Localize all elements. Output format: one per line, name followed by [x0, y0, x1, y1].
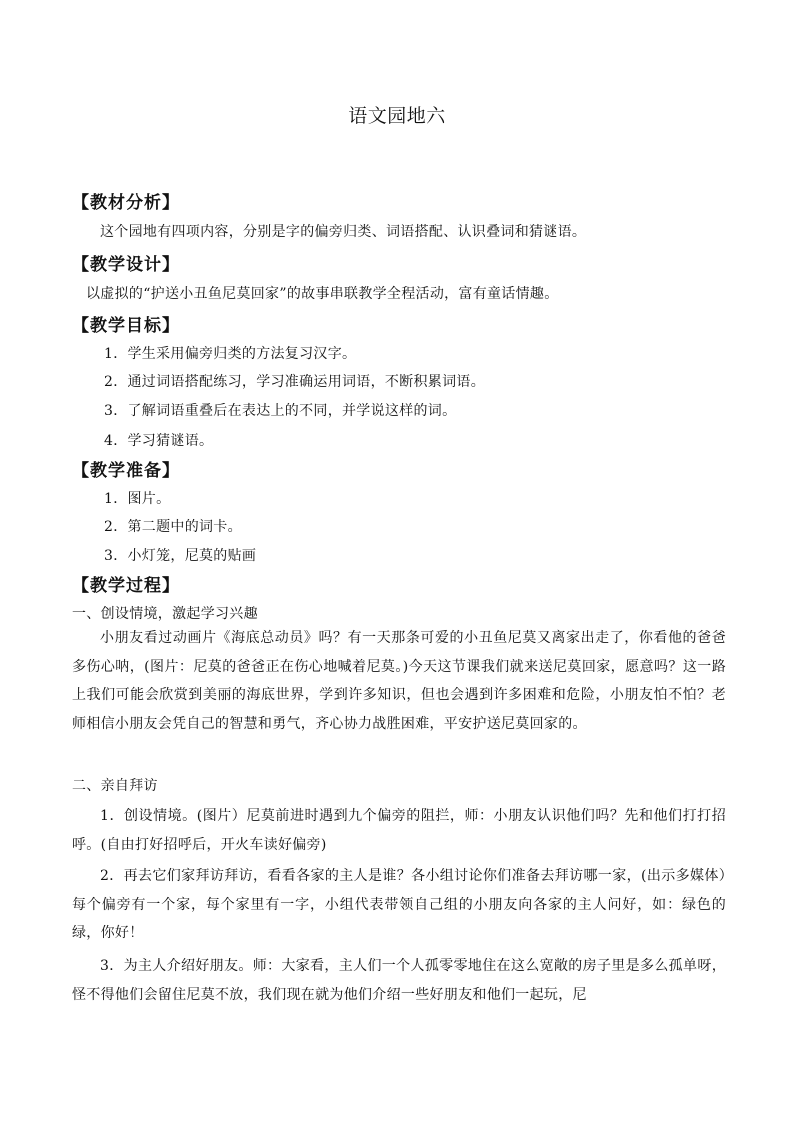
part2-paragraph-2: 2．再去它们家拜访拜访，看看各家的主人是谁？各小组讨论你们准备去拜访哪一家，(出示多媒体）每个偏旁有一个家，每个家里有一字，小组代表带领自己组的小朋友向各家的主人问好，如：绿色的绿，你好！: [72, 868, 726, 941]
goal-item-4: 4．学习猜谜语。: [104, 433, 214, 449]
part1-paragraph: 小朋友看过动画片《海底总动员》吗？有一天那条可爱的小丑鱼尼莫又离家出走了，你看他的爸爸多伤心呐，(图片：尼莫的爸爸正在伤心地喊着尼莫。)今天这节课我们就来送尼莫回家，愿意吗？这一路上我们可能会欣赏到美丽的海底世界，学到许多知识，但也会遇到许多困难和危险，小朋友怕不怕？老师相信小朋友会凭自己的智慧和勇气，齐心协力战胜困难，平安护送尼莫回家的。: [72, 630, 726, 732]
goal-item-3: 3．了解词语重叠后在表达上的不同，并学说这样的词。: [104, 403, 457, 419]
part2-paragraph-1: 1．创设情境。(图片）尼莫前进时遇到九个偏旁的阻拦，师：小朋友认识他们吗？先和他们打打招呼。(自由打好招呼后，开火车读好偏旁): [72, 808, 726, 853]
heading-analysis: 【教材分析】: [72, 193, 180, 213]
prep-item-3: 3．小灯笼，尼莫的贴画: [104, 548, 257, 564]
heading-goals: 【教学目标】: [72, 316, 180, 336]
design-text: 以虚拟的“护送小丑鱼尼莫回家”的故事串联教学全程活动，富有童话情趣。: [86, 286, 559, 302]
goal-item-2: 2．通过词语搭配练习，学习准确运用词语，不断积累词语。: [104, 374, 486, 390]
heading-design: 【教学设计】: [72, 255, 180, 275]
heading-prep: 【教学准备】: [72, 461, 180, 481]
part2-title: 二、亲自拜访: [72, 778, 158, 794]
heading-process: 【教学过程】: [72, 576, 180, 596]
prep-item-2: 2．第二题中的词卡。: [104, 519, 242, 535]
prep-item-1: 1．图片。: [104, 491, 171, 507]
part1-title: 一、创设情境，激起学习兴趣: [72, 606, 258, 622]
goal-item-1: 1．学生采用偏旁归类的方法复习汉字。: [104, 346, 357, 362]
analysis-text: 这个园地有四项内容，分别是字的偏旁归类、词语搭配、认识叠词和猜谜语。: [100, 224, 587, 240]
page-title: 语文园地六: [348, 105, 446, 127]
part2-paragraph-3: 3．为主人介绍好朋友。师：大家看，主人们一个人孤零零地住在这么宽敞的房子里是多么孤单呀，怪不得他们会留住尼莫不放，我们现在就为他们介绍一些好朋友和他们一起玩，尼: [72, 958, 726, 1003]
